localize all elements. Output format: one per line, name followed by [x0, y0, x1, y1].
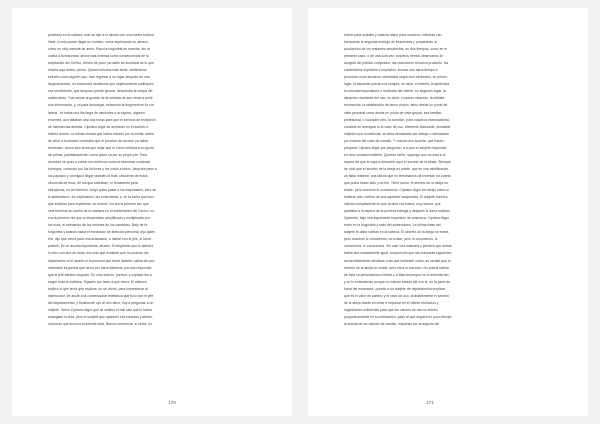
text-line: lateral. Ya había una fila larga de camiones a la espera, algunos [48, 110, 145, 115]
text-line: ese sentimiento, que tampoco puede ignorar, descendía la rampa del [48, 89, 153, 94]
text-line: enormes, aún faltaban casi dos horas para que el servicio de recepción [48, 117, 156, 122]
text-line: borregos, comenzó por los bufones y los contó a todos, después pasó a [48, 166, 157, 171]
text-line: que podía haber sido y no fue, Tiene razón, el secreto de la abeja no [344, 180, 448, 185]
text-line: del departamento, y finalmente oyó al otro decir, Voy a preguntar a un [48, 300, 154, 305]
text-line: he oído que el secreto de la abeja no existe, que es una mistificación, [344, 166, 450, 171]
text-line: insistía complaciente en que la idea era buena, muy buena, que [344, 202, 441, 207]
text-line: qué es el valor de cambio y el valor de uso, probablemente el secreto [344, 293, 449, 298]
text-line: fabricando la segunda entrega de trescientos y preparando la [344, 40, 437, 45]
text-line: acogida del público comprador, las reacciones al nuevo producto, los [344, 61, 449, 66]
text-line: miserable furgoneta que decía por fuera Alfarería, por eso respondió [48, 265, 152, 270]
text-line: puñetazo en la cabeza, sólo se dijo a sí mismo con una media sonrisa [48, 33, 154, 37]
text-line: de venir a la ciudad, mostraba que el proceso de cocción ya había [48, 138, 149, 143]
text-line: de esta su perturbación a Marta y a Marcial porque no lo entenderían, [344, 272, 450, 277]
text-line: furgoneta y avanzó hacia el mostrador de atención personal, dijo quién [48, 230, 156, 235]
text-line: veía terminar su sueño de la mañana en el subterráneo del Centro, no [48, 209, 155, 214]
text-line: era, dijo que venía para una aclaración, a hablar con el jefe, si fuera [48, 237, 151, 242]
text-line: estropicios, no se interesó, luego quiso pasar a los esquimales, pero se [48, 188, 157, 193]
text-line: subjetivo por excelencia, se sitúa demasiado por debajo o demasiado [344, 131, 450, 136]
left-page [12, 8, 292, 416]
text-line: serían fatalmente idénticas a las que hubiesen caído, es verdad que el [344, 258, 451, 263]
text-line: bueno para ustedes y todavía mejor para nosotros, mientras van [344, 33, 442, 37]
text-line: subterráneo. Tras avisar al guarda de la entrada de que venía a pedir [48, 96, 153, 101]
text-line: subjefe. Temió Cipriano Algor que se saliese el mal rato que le había [48, 307, 152, 312]
text-line: los payasos y consiguió llegar también al final, cincuenta de éstos, [48, 173, 149, 178]
text-line: una información, y no para descargar, estacionó la furgoneta en la vía [48, 103, 154, 108]
text-line: en tono condescendiente, Querido señor, supongo que no está a la [344, 152, 446, 157]
text-line: sugestiones suficientes para que los valores de uso se eleven [344, 307, 438, 312]
text-line: triste, A esto puede llegar un hombre, verse implorando un abrazo, [48, 40, 149, 45]
text-line: como un niño carente de amor. Puso la furgoneta en marcha, dio la [48, 47, 150, 52]
right-page-text [344, 32, 558, 388]
text-line: consiste en averiguar si el valor de uso, elemento fluctuante, inestable, [344, 124, 452, 129]
text-line: pero nosotros lo conocemos, no existe, pero lo conocemos, lo [344, 237, 438, 242]
text-line: dormirse se puso a contar los muñecos como si estuviese contando [48, 159, 151, 164]
text-line: entró en la furgoneta y salió del subterráneo. La última frase del [344, 223, 441, 228]
text-line: existe, pero nosotros lo conocemos. Cipriano Algor se retrajo como si [344, 188, 449, 193]
text-line: vista personal como desde un punto de vista grupal, sea familiar, [344, 110, 442, 115]
text-line: había otra exactamente igual, comprendió que las máscaras siguientes [344, 251, 452, 256]
text-line: producción de los restantes seiscientos, en dos tiempos, como en el [344, 47, 448, 52]
text-line: Oprimido, bajo una inquietante impresión de amenaza, Cipriano Algor [344, 216, 450, 221]
text-line: fuera del mostrador, oyendo a un subjefe de departamento explicar [344, 286, 446, 291]
text-line: intentó dormir. La última mirada que había echado por la mirilla, antes [48, 131, 154, 136]
text-line: preguntó Cipriano Algor por preguntar, a lo que el subjefe respondió [344, 145, 447, 150]
text-line: era la primera vez que lo despertaba, amplificado y multiplicado por [48, 216, 151, 221]
text-line: le adelantaron, sin explicación, las enfermeras, y, en la lucha que tuvo [48, 195, 154, 200]
text-line: existía aquí antes, pensó. Quince minutos más tarde, sintiéndose [48, 68, 147, 73]
text-line: situación resultante del uso, es decir, el placer obtenido, la utilidad [344, 96, 445, 101]
text-line: que entablar para repelerlas, se durmió. No era la primera vez que [48, 202, 149, 207]
text-line: comentarios explícitos e implícitos, incluso nos daría tiempo a [344, 68, 438, 73]
text-line: cincuenta de ésos, de los que sobraban, el remanente para [48, 180, 138, 185]
text-line: espera de que le vaya a descubrir aquí el secreto de la abeja, Siempre [344, 159, 451, 164]
text-line: la voluntad espontánea o motivada del cliente, en segundo lugar, la [344, 89, 446, 94]
right-page [308, 8, 588, 416]
text-line: sin prisas, paulatinamente, como quien va por su propio pie. Para [48, 152, 148, 157]
text-line: subjefe le daba vueltas en la cabeza, El secreto de la abeja no existe, [344, 230, 450, 235]
text-line: seguir toda la mañana, Díjaselo por tanto a qué venía. El alfarero [48, 279, 147, 284]
text-line: amargado la vida, pero el subjefe que apareció era educado y atento, [48, 314, 153, 319]
text-line: quedaba a la espera de la primera entrega y después lo daría noticias. [344, 209, 451, 214]
text-line: interlocutor, de aludir a la conversación telefónica que tuvo con el jefe [48, 293, 154, 298]
text-line: lo miró con aire de duda, era más que evidente que no podrían ser [48, 251, 149, 256]
text-line: ampliación del Centro, Dentro de poco ya nadie se acordará de lo que [48, 61, 154, 66]
text-line: la subida de los valores de cambio, impuesta por la argucia del [344, 321, 440, 326]
text-line: profesional, o cualquier otro, la cuestión, para nosotros esencialísima, [344, 117, 450, 122]
text-line: explicó lo que tenía que explicar, no se olvidó, para impresionar al [48, 286, 148, 291]
text-line: hubiese sido víctima de una agresión inesperada. El subjefe sonreía, [344, 195, 449, 200]
text-line: extraño como alguien que, tras regresar a un lugar después de una [48, 75, 150, 80]
text-line: que el jefe estaba ocupado, En una reunión, precisó, y copiado iba a [48, 272, 152, 277]
text-line: los ecos, el estruendo de los motores de los camiones. Bajó de la [48, 223, 148, 228]
text-line: y no lo entenderían porque no habían estado allí con él, en la parte de [344, 279, 451, 284]
text-line: larga ausencia, no encuentra mudanzas que objetivamente justifiquen [48, 82, 154, 87]
right-page-number: 171 [426, 400, 434, 405]
text-line: posible, Es un asunto importante, añadió. El empleado que lo atendía [48, 244, 154, 249]
text-line: importantes ni el asunto ni la persona que tenía delante, salida de una [48, 258, 155, 263]
left-page-text [48, 32, 262, 388]
text-line: promover unos sondeos, orientados según dos vertientes, en primer [344, 75, 447, 80]
text-line: de la abeja reside en crear e impulsar en el cliente estímulos y [344, 300, 439, 305]
text-line: de mercancías abriese. Cipriano Algor se acomodó en el asiento e [48, 124, 149, 129]
text-line: concordó que era una excelente idea, Buena ocurrencia, sí señor, es [48, 321, 152, 326]
text-line: secreto de la abeja no existe, pero ellos lo conocen. No podría hablar [344, 265, 449, 270]
text-line: progresivamente en su estimación, paso al que seguirá en poco tiempo [344, 314, 452, 319]
text-line: lugar, la situación previa a la compra, es decir, el interés, la apetencia, [344, 82, 451, 87]
text-line: reconocida, la satisfacción del amor propio, tanto desde un punto de [344, 103, 448, 108]
text-line: por encima del valor de cambio, Y cuando eso sucede, qué hacen, [344, 138, 445, 143]
text-line: vuelta a la manzana, ahora más extensa como consecuencia de la [48, 54, 149, 59]
text-line: presente caso, o de una sola vez, nosotros iremos observando la [344, 54, 443, 59]
text-line: conocemos, lo conocemos. Vio caer una máscara y percibió que detrás [344, 244, 452, 249]
text-line: terminado, ahora sólo tenía que dejar que el horno enfriara a su gusto, [48, 145, 155, 150]
text-line: un falso misterio, una fábula que no terminamos de inventar, un cuento [344, 173, 452, 178]
left-page-number: 170 [168, 400, 176, 405]
